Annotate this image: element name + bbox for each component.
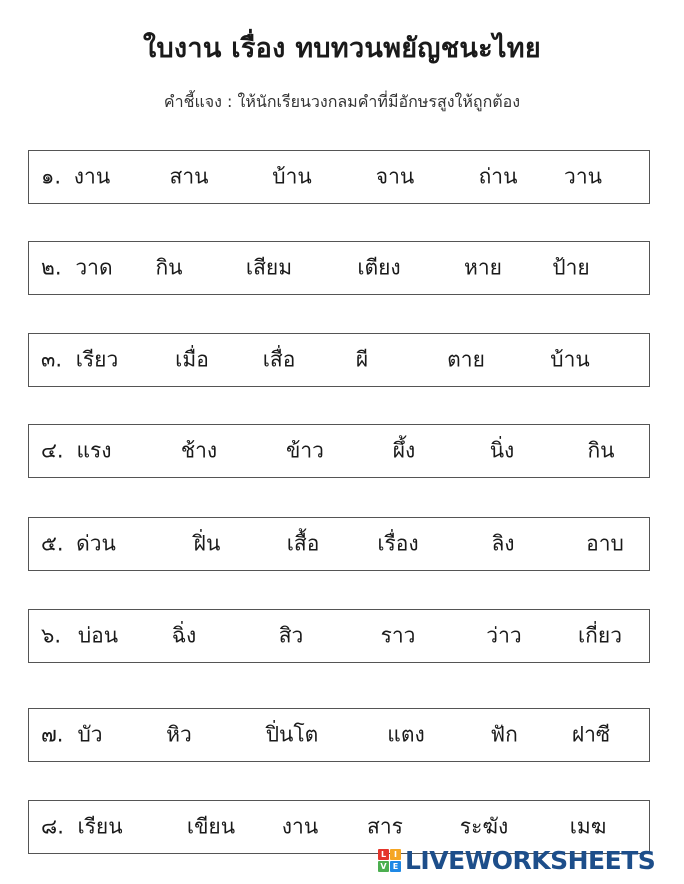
word-row — [28, 333, 650, 387]
word-option[interactable]: ฟัก — [490, 722, 518, 747]
word-option[interactable]: ลิง — [491, 531, 515, 556]
word-option[interactable]: เกี่ยว — [578, 623, 622, 648]
word-option[interactable]: สาร — [367, 814, 403, 839]
word-option[interactable]: ราว — [380, 623, 416, 648]
word-option[interactable]: ผี — [355, 347, 369, 372]
word-option[interactable]: เขียน — [186, 814, 236, 839]
logo-letter-l: L — [378, 849, 389, 860]
word-row — [28, 708, 650, 762]
word-option[interactable]: วาน — [564, 164, 602, 189]
word-option[interactable]: เตียง — [357, 255, 401, 280]
logo-letter-i: I — [390, 849, 401, 860]
row-number: ๘. — [41, 814, 64, 839]
row-number: ๗. — [41, 722, 64, 747]
word-option[interactable]: สาน — [169, 164, 209, 189]
word-option[interactable]: งาน — [73, 164, 111, 189]
word-option[interactable]: ถ่าน — [478, 164, 518, 189]
word-option[interactable]: ป้าย — [552, 255, 590, 280]
row-number: ๖. — [41, 623, 62, 648]
word-option[interactable]: วาด — [75, 255, 113, 280]
word-option[interactable]: ฝาซี — [571, 722, 611, 747]
logo-letter-v: V — [378, 861, 389, 872]
word-option[interactable]: เรื่อง — [377, 531, 419, 556]
word-option[interactable]: หาย — [464, 255, 502, 280]
word-option[interactable]: เสื่อ — [262, 347, 296, 372]
instructions: คำชี้แจง : ให้นักเรียนวงกลมคำที่มีอักษรสูงให้ถูกต้อง — [163, 92, 521, 111]
word-option[interactable]: ผึ้ง — [392, 438, 416, 463]
worksheet-title: ใบงาน เรื่อง ทบทวนพยัญชนะไทย — [142, 33, 541, 64]
word-option[interactable]: บ่อน — [77, 623, 119, 648]
word-option[interactable]: บ้าน — [550, 347, 590, 372]
word-option[interactable]: กิน — [155, 255, 183, 280]
word-option[interactable]: แรง — [76, 438, 112, 463]
word-option[interactable]: ระฆัง — [459, 814, 509, 839]
row-number: ๔. — [41, 438, 64, 463]
word-option[interactable]: แตง — [387, 722, 425, 747]
word-option[interactable]: ฉิ่ง — [171, 623, 197, 648]
word-row — [28, 241, 650, 295]
word-option[interactable]: เสื้อ — [286, 531, 320, 556]
liveworksheets-logo — [378, 846, 655, 874]
logo-letter-e: E — [390, 861, 401, 872]
word-option[interactable]: อาบ — [586, 531, 624, 556]
word-option[interactable]: เมื่อ — [175, 347, 209, 372]
word-option[interactable]: บัว — [77, 722, 103, 747]
word-option[interactable]: ช้าง — [180, 438, 218, 463]
row-number: ๕. — [41, 531, 64, 556]
word-option[interactable]: ฝิ่น — [193, 531, 221, 556]
word-option[interactable]: ปิ่นโต — [265, 722, 319, 747]
word-option[interactable]: ด่วน — [76, 531, 116, 556]
word-option[interactable]: จาน — [375, 164, 415, 189]
word-row — [28, 517, 650, 571]
word-option[interactable]: เมฆ — [569, 814, 607, 839]
word-option[interactable]: บ้าน — [272, 164, 312, 189]
liveworksheets-logo-icon — [378, 849, 401, 872]
word-option[interactable]: สิว — [278, 623, 304, 648]
word-option[interactable]: ว่าว — [486, 623, 522, 648]
word-option[interactable]: หิว — [166, 722, 192, 747]
word-option[interactable]: เสียม — [245, 255, 293, 280]
row-number: ๑. — [41, 164, 62, 189]
word-option[interactable]: ตาย — [447, 347, 485, 372]
liveworksheets-logo-text: LIVEWORKSHEETS — [405, 845, 656, 875]
word-option[interactable]: งาน — [281, 814, 319, 839]
row-number: ๒. — [41, 255, 62, 280]
word-option[interactable]: กิน — [587, 438, 615, 463]
word-row — [28, 424, 650, 478]
word-option[interactable]: เรียว — [75, 347, 119, 372]
word-option[interactable]: นิ่ง — [489, 438, 515, 463]
word-row — [28, 609, 650, 663]
word-row — [28, 150, 650, 204]
row-number: ๓. — [41, 347, 63, 372]
word-option[interactable]: เรียน — [77, 814, 123, 839]
word-option[interactable]: ข้าว — [286, 438, 324, 463]
